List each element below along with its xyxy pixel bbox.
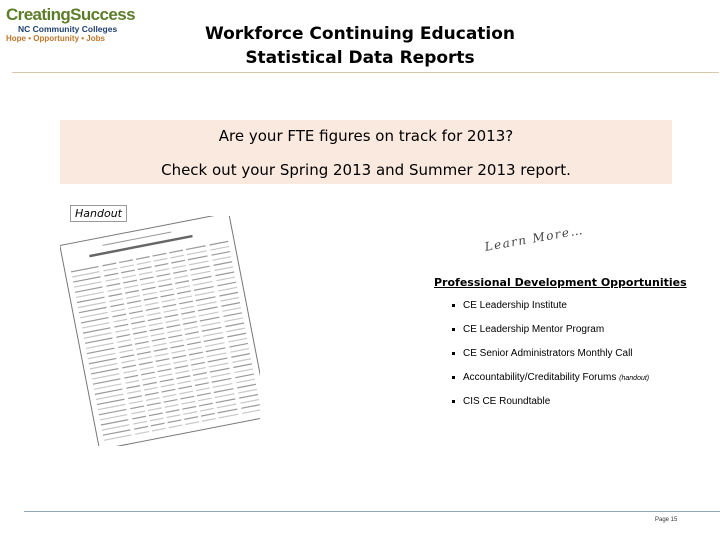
- header-divider: [12, 72, 719, 73]
- learn-more-link[interactable]: Learn More…: [483, 222, 585, 254]
- pd-item-leadership-institute: CE Leadership Institute: [452, 300, 649, 324]
- pd-item-mentor-program: CE Leadership Mentor Program: [452, 324, 649, 348]
- pd-item-cis-roundtable: CIS CE Roundtable: [452, 396, 649, 420]
- pd-item-senior-admin-call: CE Senior Administrators Monthly Call: [452, 348, 649, 372]
- page-title-line-1: Workforce Continuing Education: [204, 24, 516, 44]
- banner-line-2: Check out your Spring 2013 and Summer 2013 report.: [161, 161, 571, 179]
- page-title-line-2: Statistical Data Reports: [245, 48, 475, 68]
- pd-item-accountability-forums: Accountability/Creditability Forums (handout): [452, 372, 649, 396]
- logo-subtitle: NC Community Colleges: [18, 24, 118, 34]
- handout-note[interactable]: (handout): [619, 375, 650, 382]
- handout-thumbnail[interactable]: [60, 216, 260, 446]
- banner-line-1: Are your FTE figures on track for 2013?: [218, 127, 514, 145]
- page-title: [170, 22, 550, 70]
- fte-banner: [60, 120, 672, 184]
- pd-list: [452, 300, 649, 420]
- footer-divider: [24, 511, 720, 512]
- handout-label[interactable]: Handout: [70, 205, 127, 222]
- creating-success-logo: [6, 5, 135, 46]
- pd-section-title: Professional Development Opportunities: [434, 276, 687, 289]
- logo-tagline: Hope • Opportunity • Jobs: [6, 34, 105, 43]
- page-number: Page 15: [655, 517, 678, 523]
- logo-wordmark: CreatingSuccess: [6, 5, 135, 24]
